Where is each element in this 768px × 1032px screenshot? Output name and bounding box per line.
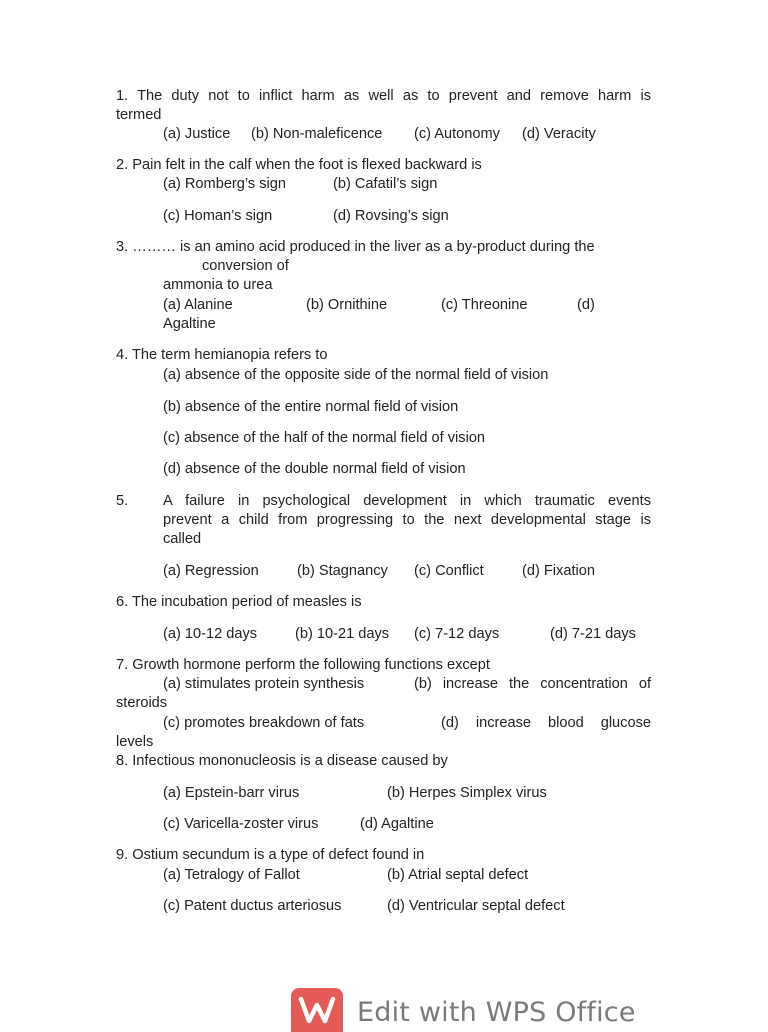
question-6-option-c: (c) 7-12 days [414, 626, 500, 642]
question-7-option-a: (a) stimulates protein synthesis [163, 676, 365, 692]
question-2-option-a: (a) Romberg’s sign [163, 176, 287, 192]
question-3-option-d: (d) [577, 297, 595, 313]
question-3-stem-cont-2: ammonia to urea [163, 277, 273, 293]
question-5-option-b: (b) Stagnancy [297, 563, 388, 579]
question-5-stem-cont-2: called [163, 531, 202, 547]
question-5-stem-cont: prevent a child from progressing to the next developmental stage is [163, 512, 651, 528]
question-2-stem: 2. Pain felt in the calf when the foot is flexed backward is [116, 157, 482, 173]
question-5-stem: A failure in psychological development in which traumatic events [163, 493, 651, 509]
question-3-stem-cont: conversion of [202, 258, 289, 274]
question-8-option-c: (c) Varicella-zoster virus [163, 816, 319, 832]
question-7-option-c: (c) promotes breakdown of fats [163, 715, 365, 731]
question-5-number: 5. [116, 493, 129, 509]
question-4-stem: 4. The term hemianopia refers to [116, 347, 328, 363]
question-5-option-a: (a) Regression [163, 563, 259, 579]
question-7-option-d-cont: levels [116, 734, 154, 750]
question-3-option-b: (b) Ornithine [306, 297, 388, 313]
question-3-stem: 3. ……… is an amino acid produced in the liver as a by-product during the [116, 239, 595, 255]
question-9-option-c: (c) Patent ductus arteriosus [163, 898, 342, 914]
question-2-option-d: (d) Rovsing’s sign [333, 208, 449, 224]
question-3-option-c: (c) Threonine [441, 297, 528, 313]
question-6-option-a: (a) 10-12 days [163, 626, 258, 642]
question-1-option-a: (a) Justice [163, 126, 231, 142]
question-6-option-b: (b) 10-21 days [295, 626, 390, 642]
question-9-stem: 9. Ostium secundum is a type of defect found in [116, 847, 425, 863]
question-9-option-d: (d) Ventricular septal defect [387, 898, 565, 914]
question-2-option-c: (c) Homan’s sign [163, 208, 273, 224]
question-6-stem: 6. The incubation period of measles is [116, 594, 362, 610]
question-9-option-a: (a) Tetralogy of Fallot [163, 867, 300, 883]
question-3-option-a: (a) Alanine [163, 297, 233, 313]
question-8-stem: 8. Infectious mononucleosis is a disease caused by [116, 753, 448, 769]
question-4-option-c: (c) absence of the half of the normal field of vision [163, 430, 486, 446]
question-7-option-b: (b) increase the concentration of [414, 676, 651, 692]
question-1-option-c: (c) Autonomy [414, 126, 500, 142]
question-1-option-b: (b) Non-maleficence [251, 126, 383, 142]
question-7-option-b-cont: steroids [116, 695, 168, 711]
question-8-option-b: (b) Herpes Simplex virus [387, 785, 547, 801]
question-8-option-a: (a) Epstein-barr virus [163, 785, 300, 801]
question-5-option-d: (d) Fixation [522, 563, 595, 579]
question-5-option-c: (c) Conflict [414, 563, 484, 579]
question-4-option-a: (a) absence of the opposite side of the normal field of vision [163, 367, 549, 383]
question-1-stem: 1. The duty not to inflict harm as well as to prevent and remove harm is [116, 88, 651, 104]
question-4-option-b: (b) absence of the entire normal field of vision [163, 399, 459, 415]
wps-watermark [291, 986, 636, 1028]
question-7-stem: 7. Growth hormone perform the following functions except [116, 657, 490, 673]
question-4-option-d: (d) absence of the double normal field of vision [163, 461, 466, 477]
question-3-option-d-cont: Agaltine [163, 316, 216, 332]
question-6-option-d: (d) 7-21 days [550, 626, 636, 642]
wps-watermark-text: Edit with WPS Office [357, 996, 636, 1028]
question-7-option-d: (d) increase blood glucose [441, 715, 651, 731]
question-2-option-b: (b) Cafatil’s sign [333, 176, 438, 192]
question-9-option-b: (b) Atrial septal defect [387, 867, 529, 883]
question-1-option-d: (d) Veracity [522, 126, 596, 142]
question-1-stem-cont: termed [116, 107, 162, 123]
wps-logo-icon [291, 988, 343, 1032]
question-8-option-d: (d) Agaltine [360, 816, 434, 832]
